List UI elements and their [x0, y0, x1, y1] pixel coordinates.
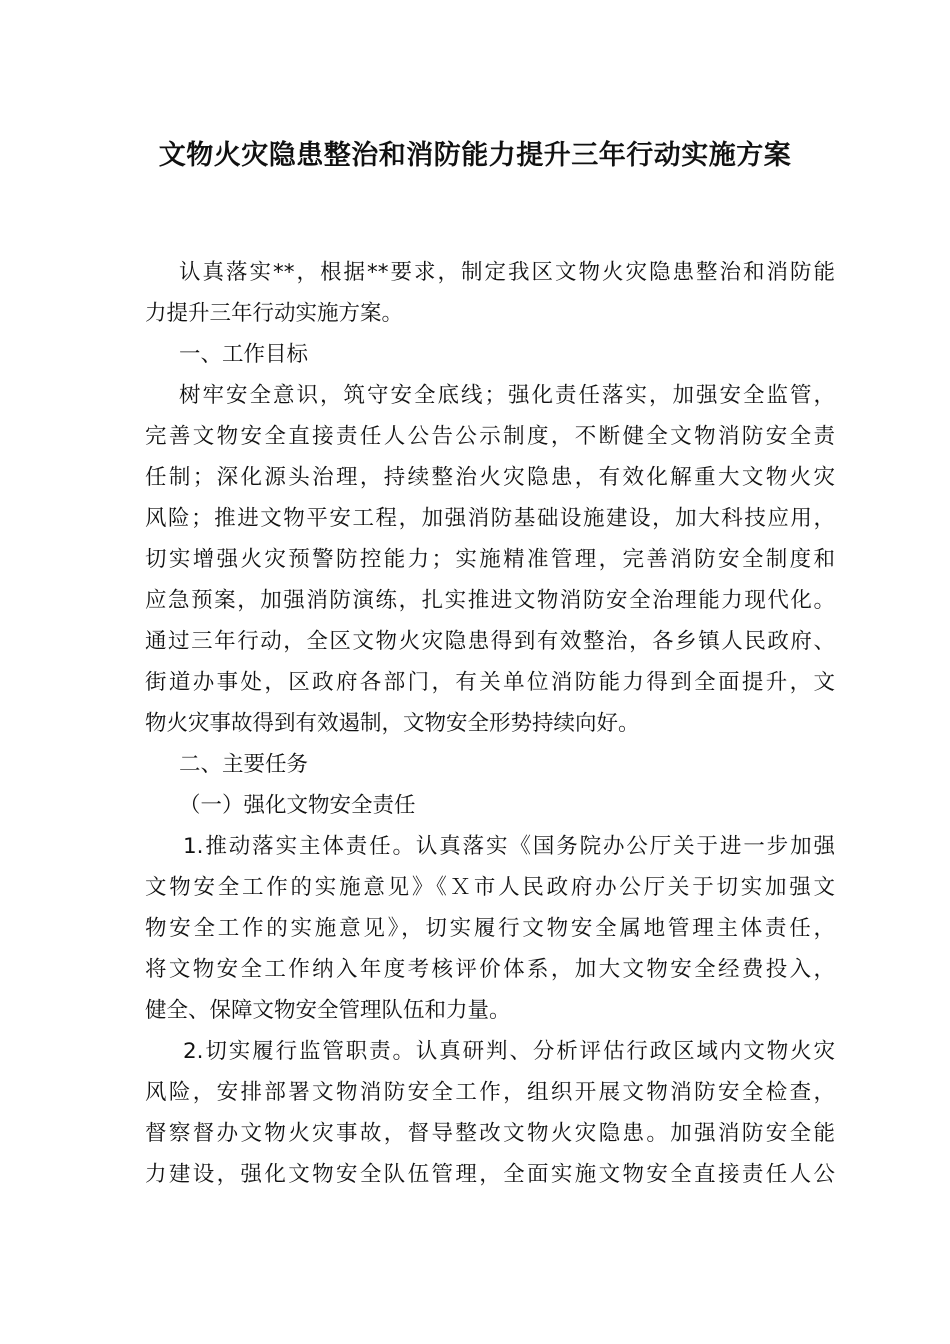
paragraph-line: 树牢安全意识，筑守安全底线；强化责任落实，加强安全监管， — [179, 383, 835, 408]
paragraph-line: 风险，安排部署文物消防安全工作，组织开展文物消防安全检查， — [145, 1080, 835, 1105]
paragraph-line: 风险；推进文物平安工程，加强消防基础设施建设，加大科技应用， — [145, 506, 835, 531]
document-title: 文物火灾隐患整治和消防能力提升三年行动实施方案 — [158, 140, 792, 171]
document-body — [145, 252, 835, 1195]
section-heading: 二、主要任务 — [179, 752, 309, 777]
paragraph-line: 街道办事处，区政府各部门，有关单位消防能力得到全面提升，文 — [145, 670, 835, 695]
paragraph-line: 督察督办文物火灾事故，督导整改文物火灾隐患。加强消防安全能 — [145, 1121, 835, 1146]
paragraph-line: 力建设，强化文物安全队伍管理，全面实施文物安全直接责任人公 — [145, 1162, 835, 1187]
paragraph-line: 1.推动落实主体责任。认真落实《国务院办公厅关于进一步加强 — [183, 834, 835, 859]
paragraph-line: 力提升三年行动实施方案。 — [145, 301, 404, 326]
paragraph-line: 物火灾事故得到有效遏制，文物安全形势持续向好。 — [145, 711, 640, 736]
paragraph-line: 认真落实**，根据**要求，制定我区文物火灾隐患整治和消防能 — [179, 260, 835, 285]
paragraph-line: 2.切实履行监管职责。认真研判、分析评估行政区域内文物火灾 — [183, 1039, 835, 1064]
paragraph-line: 完善文物安全直接责任人公告公示制度，不断健全文物消防安全责 — [145, 424, 835, 449]
paragraph-line: 应急预案，加强消防演练，扎实推进文物消防安全治理能力现代化。 — [145, 588, 835, 613]
paragraph-line: 将文物安全工作纳入年度考核评价体系，加大文物安全经费投入， — [145, 957, 835, 982]
section-heading: 一、工作目标 — [179, 342, 309, 367]
paragraph-line: 文物安全工作的实施意见》《Ｘ市人民政府办公厅关于切实加强文 — [145, 875, 835, 900]
paragraph-line: 任制；深化源头治理，持续整治火灾隐患，有效化解重大文物火灾 — [145, 465, 835, 490]
paragraph-line: 物安全工作的实施意见》，切实履行文物安全属地管理主体责任， — [145, 916, 835, 941]
paragraph-line: 健全、保障文物安全管理队伍和力量。 — [145, 998, 511, 1023]
paragraph-line: 通过三年行动，全区文物火灾隐患得到有效整治，各乡镇人民政府、 — [145, 629, 835, 654]
paragraph-line: 切实增强火灾预警防控能力；实施精准管理，完善消防安全制度和 — [145, 547, 835, 572]
subsection-heading: （一）强化文物安全责任 — [179, 793, 416, 818]
